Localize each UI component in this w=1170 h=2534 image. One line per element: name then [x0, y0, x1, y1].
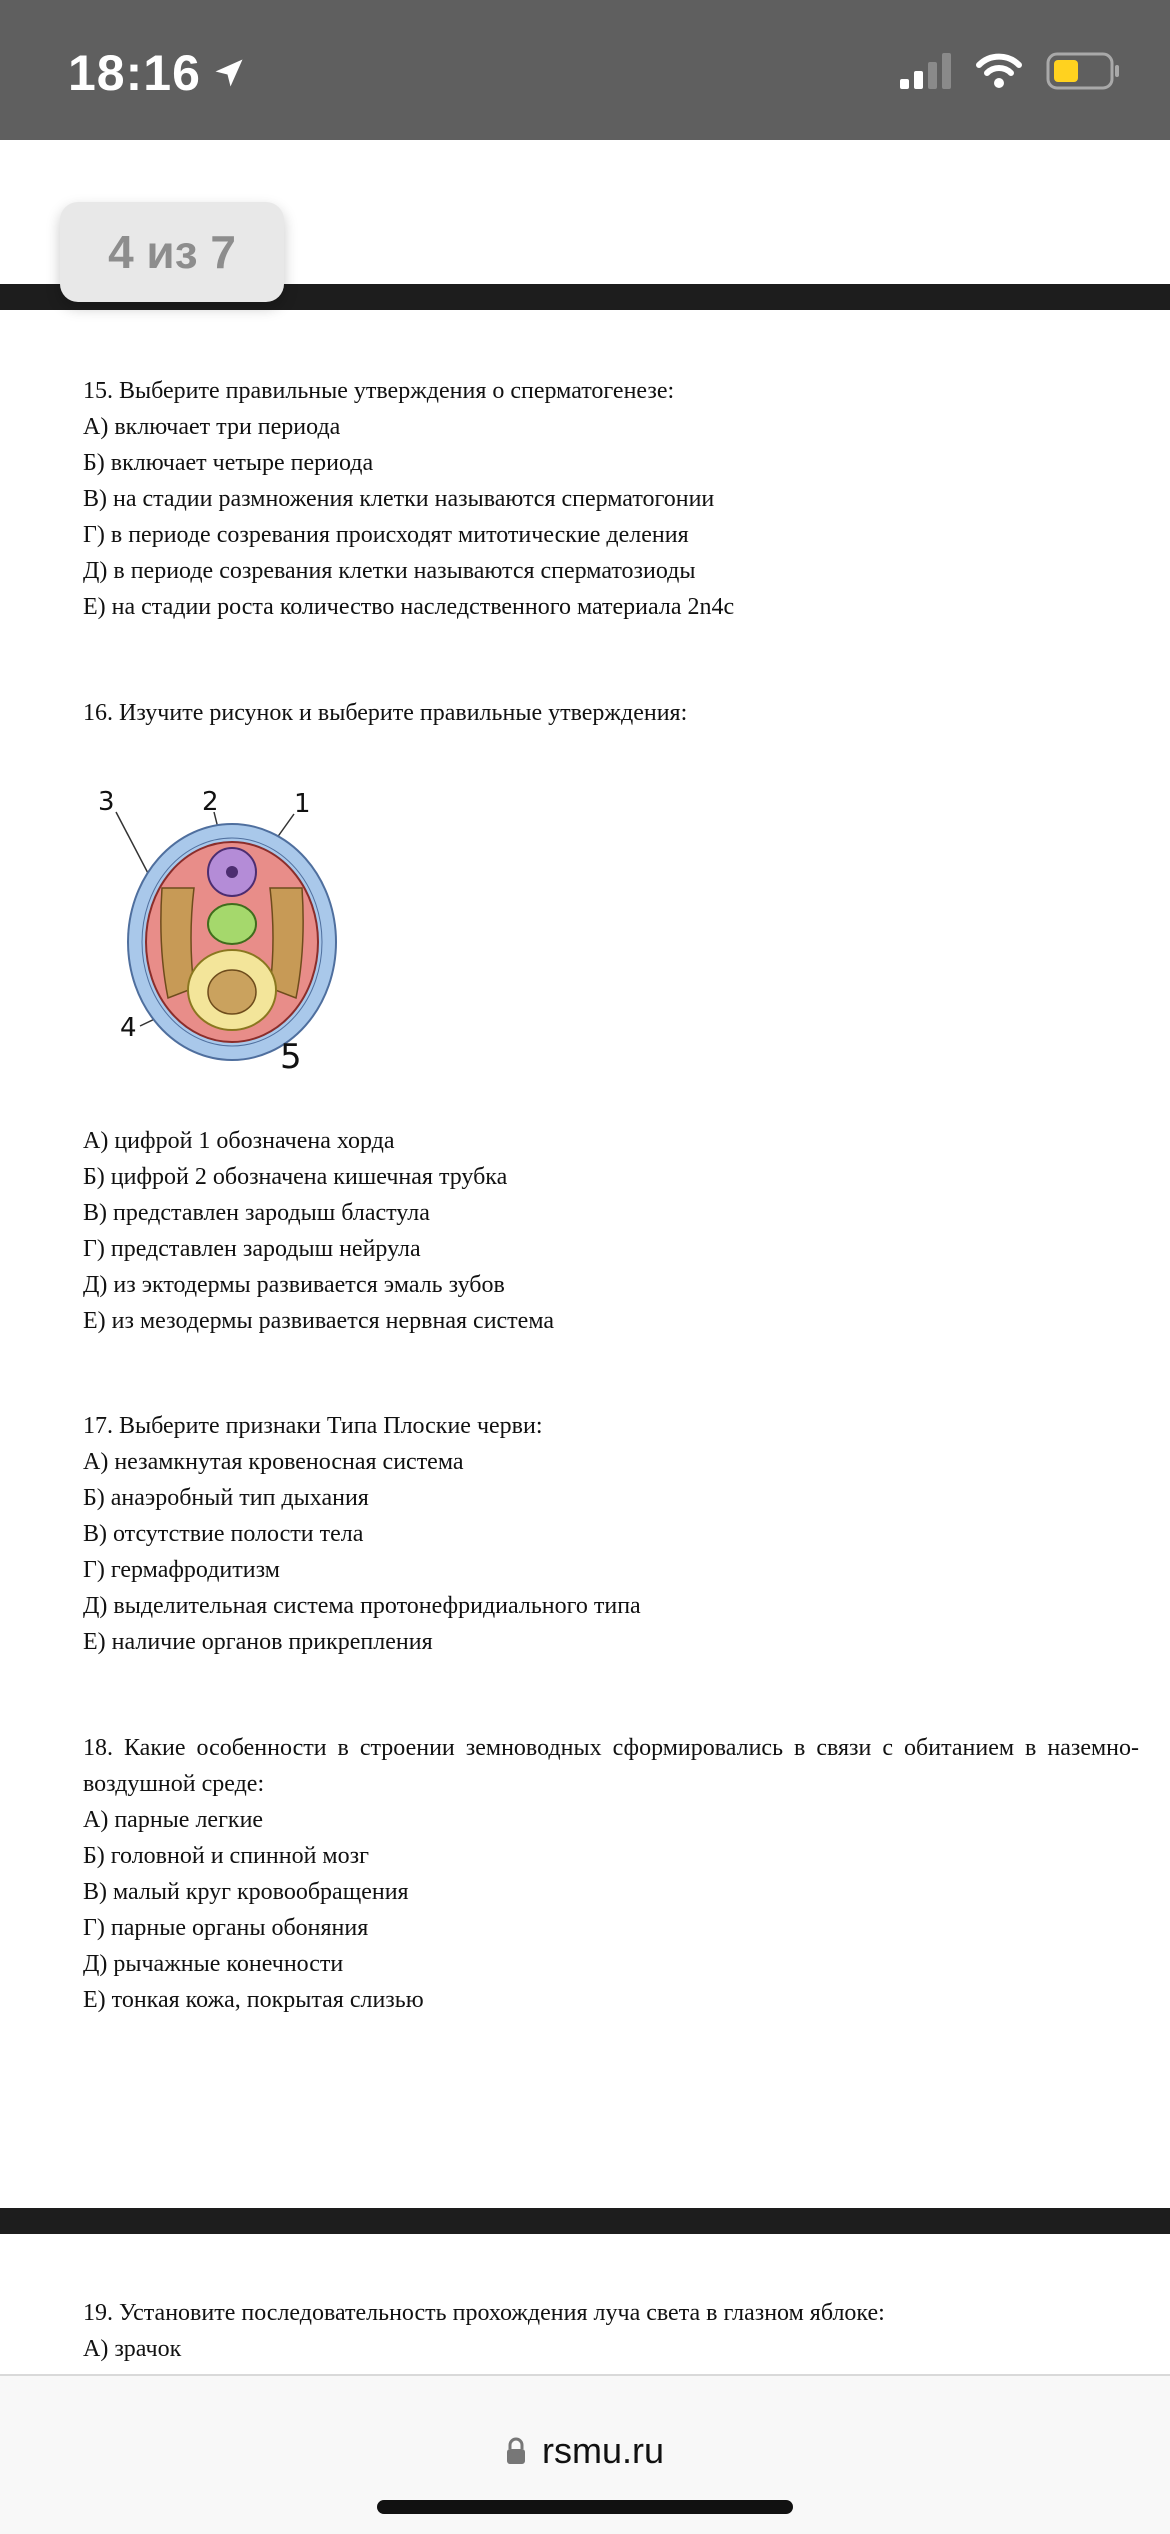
neural-canal	[226, 866, 238, 878]
answer-option: Г) гермафродитизм	[83, 1557, 280, 1583]
question-title: 15. Выберите правильные утверждения о сперматогенезе:	[83, 378, 675, 404]
battery-icon	[1046, 52, 1120, 90]
figure-label-3: 3	[98, 787, 115, 817]
home-indicator[interactable]	[377, 2500, 793, 2514]
answer-option: В) на стадии размножения клетки называются сперматогонии	[83, 486, 715, 512]
question-title: 19. Установите последовательность прохождения луча света в глазном яблоке:	[83, 2300, 885, 2326]
answer-option: Б) анаэробный тип дыхания	[83, 1485, 369, 1511]
page-counter	[60, 202, 284, 302]
answer-option: Е) из мезодермы развивается нервная система	[83, 1308, 554, 1334]
page-counter-label: 4 из 7	[108, 226, 236, 278]
answer-option: А) включает три периода	[83, 414, 341, 440]
address-bar[interactable]	[0, 2430, 1170, 2472]
answer-option: Е) на стадии роста количество наследственного материала 2n4c	[83, 594, 735, 620]
answer-option: Д) из эктодермы развивается эмаль зубов	[83, 1272, 505, 1298]
wifi-icon	[976, 53, 1022, 89]
answer-option: В) представлен зародыш бластула	[83, 1200, 430, 1226]
question-19	[83, 2295, 1139, 2367]
answer-option: А) парные легкие	[83, 1807, 264, 1833]
answer-option: Г) парные органы обоняния	[83, 1915, 369, 1941]
answer-option: В) отсутствие полости тела	[83, 1521, 364, 1547]
answer-option: Д) выделительная система протонефридиального типа	[83, 1593, 641, 1619]
status-time-text: 18:16	[68, 45, 201, 101]
question-16-title	[83, 695, 1139, 731]
figure-label-1: 1	[294, 789, 311, 819]
url-text: rsmu.ru	[541, 2430, 664, 2471]
question-title: 17. Выберите признаки Типа Плоские черви:	[83, 1413, 543, 1439]
answer-option: Г) представлен зародыш нейрула	[83, 1236, 421, 1262]
cellular-signal-icon	[900, 53, 952, 89]
answer-option: Е) наличие органов прикрепления	[83, 1629, 433, 1655]
lock-icon	[506, 2437, 526, 2465]
question-title: 18. Какие особенности в строении земноводных сформировались в связи с обитанием в наземно-воздушной среде:	[83, 1735, 1139, 1797]
answer-option: Е) тонкая кожа, покрытая слизью	[83, 1987, 424, 2013]
answer-option: Б) головной и спинной мозг	[83, 1843, 369, 1869]
status-time	[68, 44, 247, 102]
question-16-options	[83, 1123, 1139, 1339]
figure-label-2: 2	[202, 787, 219, 817]
status-bar	[0, 0, 1170, 140]
answer-option: А) цифрой 1 обозначена хорда	[83, 1128, 395, 1154]
page-separator	[0, 2208, 1170, 2234]
answer-option: Д) рычажные конечности	[83, 1951, 344, 1977]
gut-cavity	[208, 970, 256, 1014]
answer-option: А) зрачок	[83, 2336, 182, 2362]
chord	[208, 904, 256, 944]
question-18	[83, 1730, 1139, 2018]
figure-label-4: 4	[120, 1013, 137, 1043]
answer-option: Б) цифрой 2 обозначена кишечная трубка	[83, 1164, 508, 1190]
answer-option: В) малый круг кровообращения	[83, 1879, 409, 1905]
browser-bottom-bar	[0, 2374, 1170, 2534]
figure-label-5: 5	[280, 1037, 302, 1077]
location-arrow-icon	[211, 55, 247, 91]
answer-option: Г) в периоде созревания происходят митотические деления	[83, 522, 689, 548]
status-icons	[876, 52, 1120, 90]
answer-option: Б) включает четыре периода	[83, 450, 374, 476]
answer-option: Д) в периоде созревания клетки называются сперматозиоды	[83, 558, 696, 584]
question-title: 16. Изучите рисунок и выберите правильные утверждения:	[83, 700, 688, 726]
neurula-embryo-diagram	[98, 778, 358, 1080]
question-15	[83, 373, 1139, 625]
question-17	[83, 1408, 1139, 1660]
answer-option: А) незамкнутая кровеносная система	[83, 1449, 464, 1475]
